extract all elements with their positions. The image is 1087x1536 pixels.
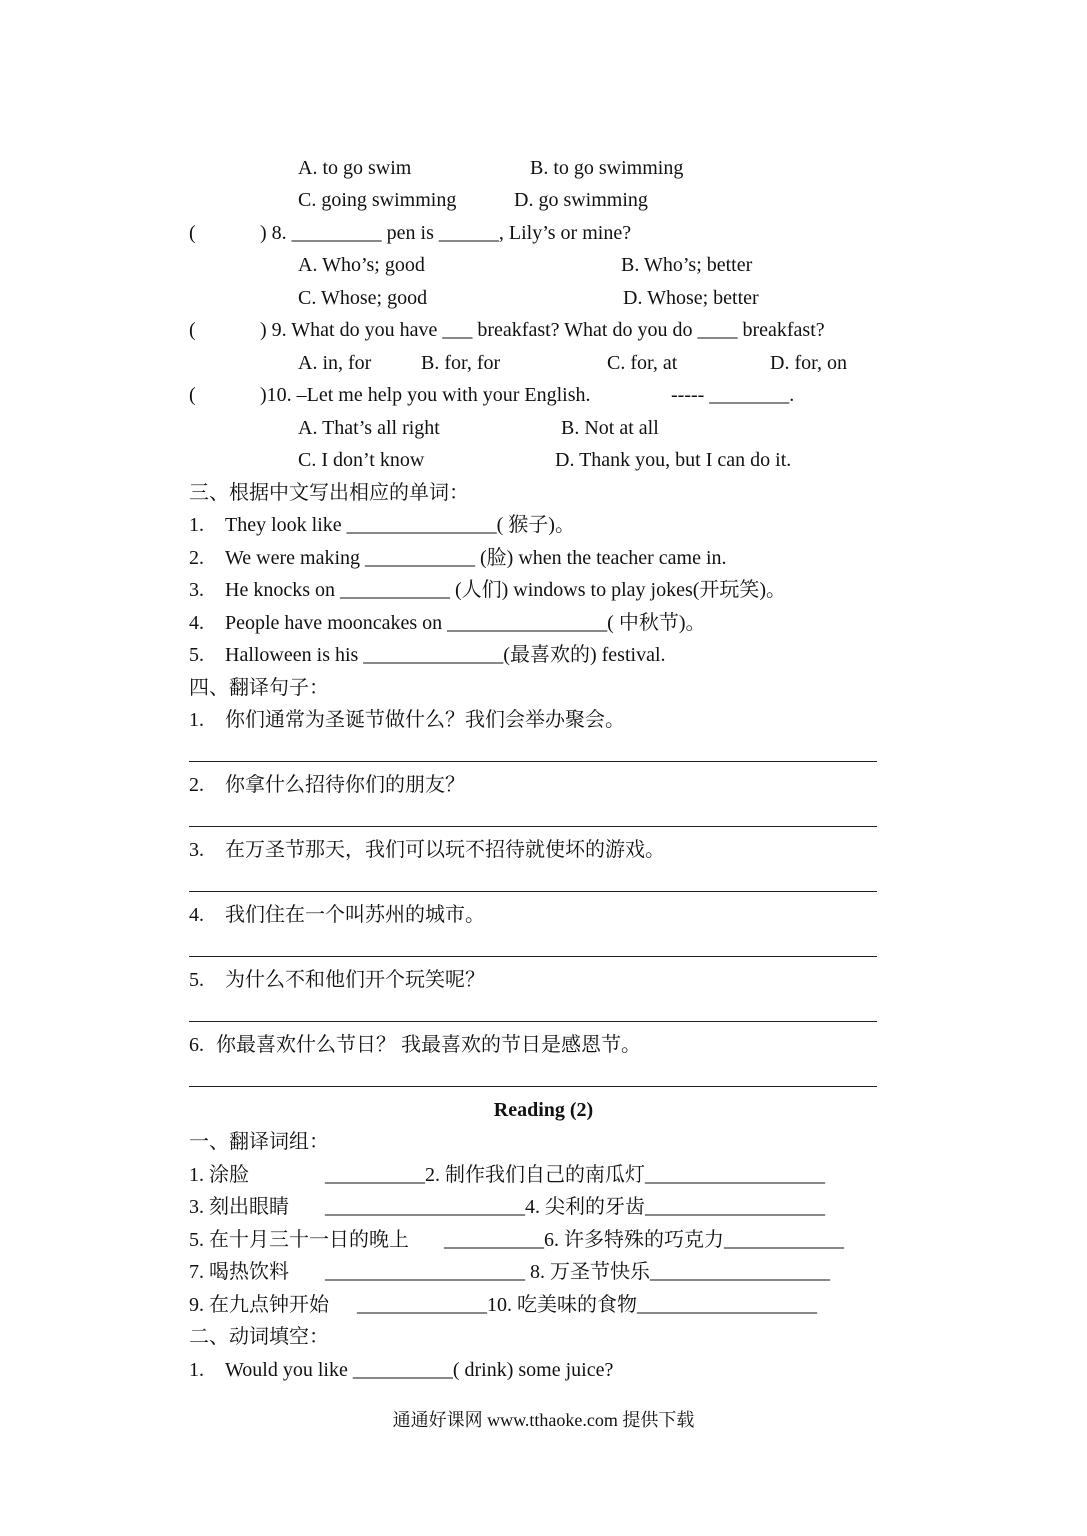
answer-line <box>189 891 877 892</box>
section4-item-text: 我们住在一个叫苏州的城市。 <box>225 904 485 926</box>
phrase-item: ____________________4. 尖利的牙齿__________________ <box>325 1196 825 1218</box>
q10-answer-paren: ( <box>189 384 196 406</box>
phrase-item: _____________10. 吃美味的食物__________________ <box>357 1294 817 1316</box>
q8-option-d: D. Whose; better <box>623 287 759 309</box>
reading-section2-heading: 二、动词填空： <box>189 1326 329 1348</box>
q8-option-b: B. Who’s; better <box>621 254 753 276</box>
section4-item-text: 在万圣节那天，我们可以玩不招待就使坏的游戏。 <box>225 839 665 861</box>
q10-reply: ----- ________. <box>671 384 795 406</box>
q8-option-a: A. Who’s; good <box>298 254 425 276</box>
section3-item-text: He knocks on ___________ (人们) windows to play jokes(开玩笑)。 <box>225 579 787 601</box>
section3-item-num: 2. <box>189 547 204 569</box>
phrase-item: 9. 在九点钟开始 <box>189 1294 329 1316</box>
phrase-item: 7. 喝热饮料 <box>189 1261 289 1283</box>
q7-option-c: C. going swimming <box>298 189 457 211</box>
q9-option-a: A. in, for <box>298 352 372 374</box>
q10-question: )10. –Let me help you with your English. <box>260 384 591 406</box>
answer-line <box>189 1086 877 1087</box>
section3-item-text: Halloween is his ______________(最喜欢的) festival. <box>225 644 666 666</box>
q7-option-a: A. to go swim <box>298 157 412 179</box>
section4-item-text: 为什么不和他们开个玩笑呢？ <box>225 969 485 991</box>
q9-option-b: B. for, for <box>421 352 501 374</box>
q10-option-d: D. Thank you, but I can do it. <box>555 449 792 471</box>
q8-question: ) 8. _________ pen is ______, Lily’s or mine? <box>260 222 632 244</box>
section3-item-num: 5. <box>189 644 204 666</box>
section3-item-num: 1. <box>189 514 204 536</box>
section4-item-num: 1. <box>189 709 204 731</box>
answer-line <box>189 1021 877 1022</box>
section4-item-num: 6. <box>189 1034 204 1056</box>
section4-item-text: 你拿什么招待你们的朋友？ <box>225 774 465 796</box>
q10-option-c: C. I don’t know <box>298 449 425 471</box>
phrase-item: __________6. 许多特殊的巧克力____________ <box>444 1229 844 1251</box>
answer-line <box>189 956 877 957</box>
q9-option-c: C. for, at <box>607 352 678 374</box>
section3-heading: 三、根据中文写出相应的单词： <box>189 482 469 504</box>
section3-item-num: 3. <box>189 579 204 601</box>
verb-item-text: Would you like __________( drink) some juice? <box>225 1359 614 1381</box>
phrase-item: 3. 刻出眼睛 <box>189 1196 289 1218</box>
phrase-item: 1. 涂脸 <box>189 1164 249 1186</box>
section4-item-text: 你们通常为圣诞节做什么？我们会举办聚会。 <box>225 709 625 731</box>
reading-section1-heading: 一、翻译词组： <box>189 1131 329 1153</box>
reading-title: Reading (2) <box>493 1099 594 1121</box>
verb-item-num: 1. <box>189 1359 204 1381</box>
q8-answer-paren: ( <box>189 222 196 244</box>
q9-answer-paren: ( <box>189 319 196 341</box>
q7-option-d: D. go swimming <box>514 189 648 211</box>
q8-option-c: C. Whose; good <box>298 287 428 309</box>
section3-item-text: We were making ___________ (脸) when the teacher came in. <box>225 547 727 569</box>
section3-item-text: They look like _______________( 猴子)。 <box>225 514 575 536</box>
answer-line <box>189 761 877 762</box>
section4-heading: 四、翻译句子： <box>189 677 329 699</box>
q10-option-b: B. Not at all <box>561 417 659 439</box>
section4-item-num: 3. <box>189 839 204 861</box>
section4-item-num: 5. <box>189 969 204 991</box>
phrase-item: __________2. 制作我们自己的南瓜灯__________________ <box>325 1164 825 1186</box>
q10-option-a: A. That’s all right <box>298 417 440 439</box>
phrase-item: 5. 在十月三十一日的晚上 <box>189 1229 409 1251</box>
q9-option-d: D. for, on <box>770 352 847 374</box>
q9-question: ) 9. What do you have ___ breakfast? What do you do ____ breakfast? <box>260 319 825 341</box>
section4-item-num: 2. <box>189 774 204 796</box>
answer-line <box>189 826 877 827</box>
q7-option-b: B. to go swimming <box>530 157 684 179</box>
section4-item-text: 你最喜欢什么节日？ 我最喜欢的节日是感恩节。 <box>216 1034 641 1056</box>
page-footer: 通通好课网 www.tthaoke.com 提供下载 <box>392 1410 695 1430</box>
phrase-item: ____________________ 8. 万圣节快乐__________________ <box>325 1261 830 1283</box>
section3-item-num: 4. <box>189 612 204 634</box>
section3-item-text: People have mooncakes on ________________( 中秋节)。 <box>225 612 706 634</box>
section4-item-num: 4. <box>189 904 204 926</box>
